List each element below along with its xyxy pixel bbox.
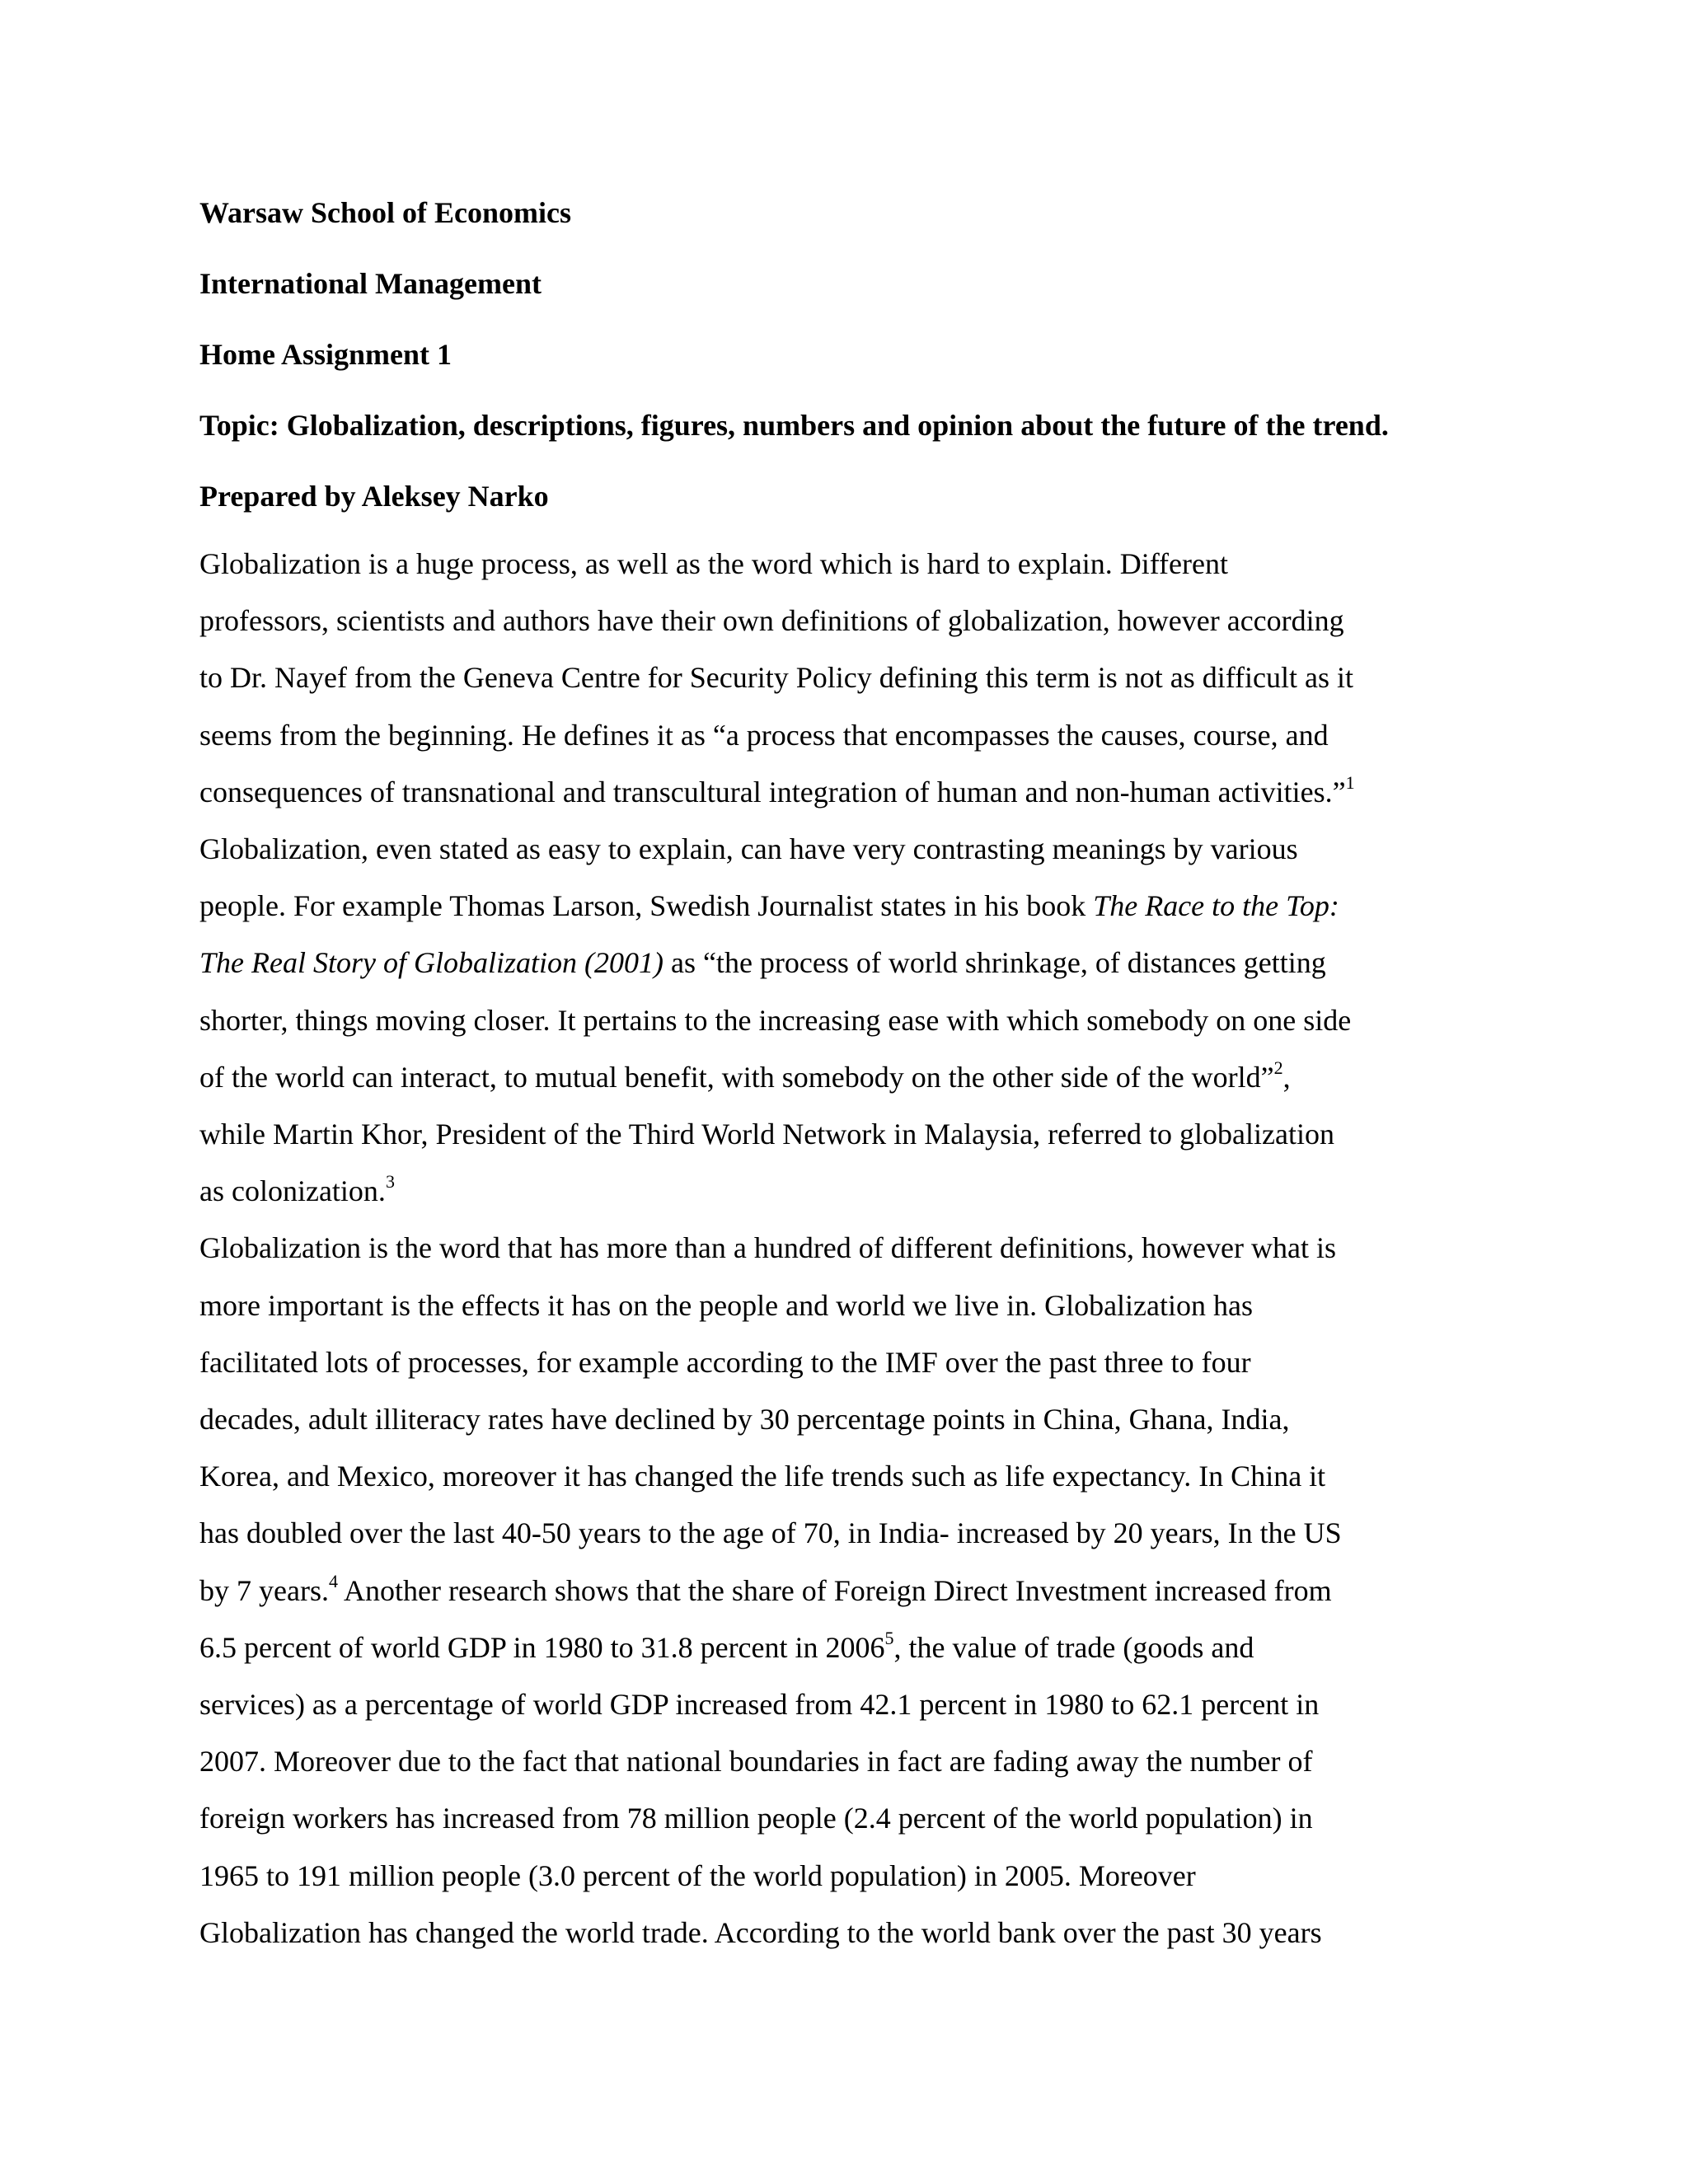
document-body	[199, 194, 1498, 1961]
book-title: The Race to the Top:	[1093, 889, 1339, 923]
text-line: to Dr. Nayef from the Geneva Centre for Security Policy defining this term is not as difficult as it	[199, 661, 1354, 695]
text-line: decades, adult illiteracy rates have declined by 30 percentage points in China, Ghana, India,	[199, 1403, 1290, 1436]
text-line: 2007. Moreover due to the fact that national boundaries in fact are fading away the number of	[199, 1745, 1313, 1779]
text-line: Globalization is the word that has more than a hundred of different definitions, however what is	[199, 1231, 1336, 1265]
text-line: Korea, and Mexico, moreover it has changed the life trends such as life expectancy. In China it	[199, 1460, 1326, 1493]
paragraph-effects	[199, 1220, 1498, 1961]
text-line: foreign workers has increased from 78 million people (2.4 percent of the world population) in	[199, 1802, 1313, 1835]
book-title-continued: The Real Story of Globalization (2001)	[199, 946, 663, 980]
text-line: The Real Story of Globalization (2001) as “the process of world shrinkage, of distances getting	[199, 946, 1326, 980]
text-line: professors, scientists and authors have their own definitions of globalization, however according	[199, 604, 1344, 638]
paragraph-definitions	[199, 536, 1498, 1220]
footnote-ref-2: 2	[1273, 1057, 1283, 1078]
footnote-ref-4: 4	[328, 1570, 338, 1591]
text-line: of the world can interact, to mutual benefit, with somebody on the other side of the world”$^2$,	[199, 1057, 1291, 1094]
text-line: shorter, things moving closer. It pertains to the increasing ease with which somebody on one side	[199, 1003, 1352, 1037]
footnote-ref-1: 1	[1345, 771, 1355, 793]
text-line: has doubled over the last 40-50 years to the age of 70, in India- increased by 20 years, In the US	[199, 1516, 1342, 1550]
text-line: seems from the beginning. He defines it as “a process that encompasses the causes, course, and	[199, 718, 1329, 752]
text-line: Globalization is a huge process, as well as the word which is hard to explain. Different	[199, 547, 1228, 580]
footnote-ref-3: 3	[385, 1171, 395, 1193]
course-heading: International Management	[199, 267, 542, 300]
text-line: 6.5 percent of world GDP in 1980 to 31.8 percent in 2006$^5$, the value of trade (goods and	[199, 1627, 1254, 1664]
text-line: while Martin Khor, President of the Third World Network in Malaysia, referred to globalization	[199, 1118, 1334, 1151]
text-line: more important is the effects it has on the people and world we live in. Globalization has	[199, 1288, 1253, 1322]
text-line: Globalization, even stated as easy to explain, can have very contrasting meanings by various	[199, 832, 1298, 866]
author-heading: Prepared by Aleksey Narko	[199, 480, 549, 513]
footnote-ref-5: 5	[884, 1627, 894, 1648]
topic-heading: Topic: Globalization, descriptions, figures, numbers and opinion about the future of the trend.	[199, 409, 1389, 442]
text-line: people. For example Thomas Larson, Swedish Journalist states in his book The Race to the Top:	[199, 889, 1339, 923]
text-line: consequences of transnational and transcultural integration of human and non-human activities.”$^1$	[199, 771, 1355, 808]
text-line: as colonization.$^3$	[199, 1171, 395, 1208]
text-line: 1965 to 191 million people (3.0 percent of the world population) in 2005. Moreover	[199, 1858, 1196, 1892]
school-heading: Warsaw School of Economics	[199, 196, 572, 229]
text-line: facilitated lots of processes, for example according to the IMF over the past three to four	[199, 1345, 1251, 1379]
assignment-heading: Home Assignment 1	[199, 338, 452, 371]
text-line: services) as a percentage of world GDP increased from 42.1 percent in 1980 to 62.1 percent in	[199, 1688, 1320, 1722]
text-line: Globalization has changed the world trade. According to the world bank over the past 30 years	[199, 1915, 1322, 1949]
text-line: by 7 years.$^4$ Another research shows that the share of Foreign Direct Investment increased from	[199, 1570, 1332, 1607]
